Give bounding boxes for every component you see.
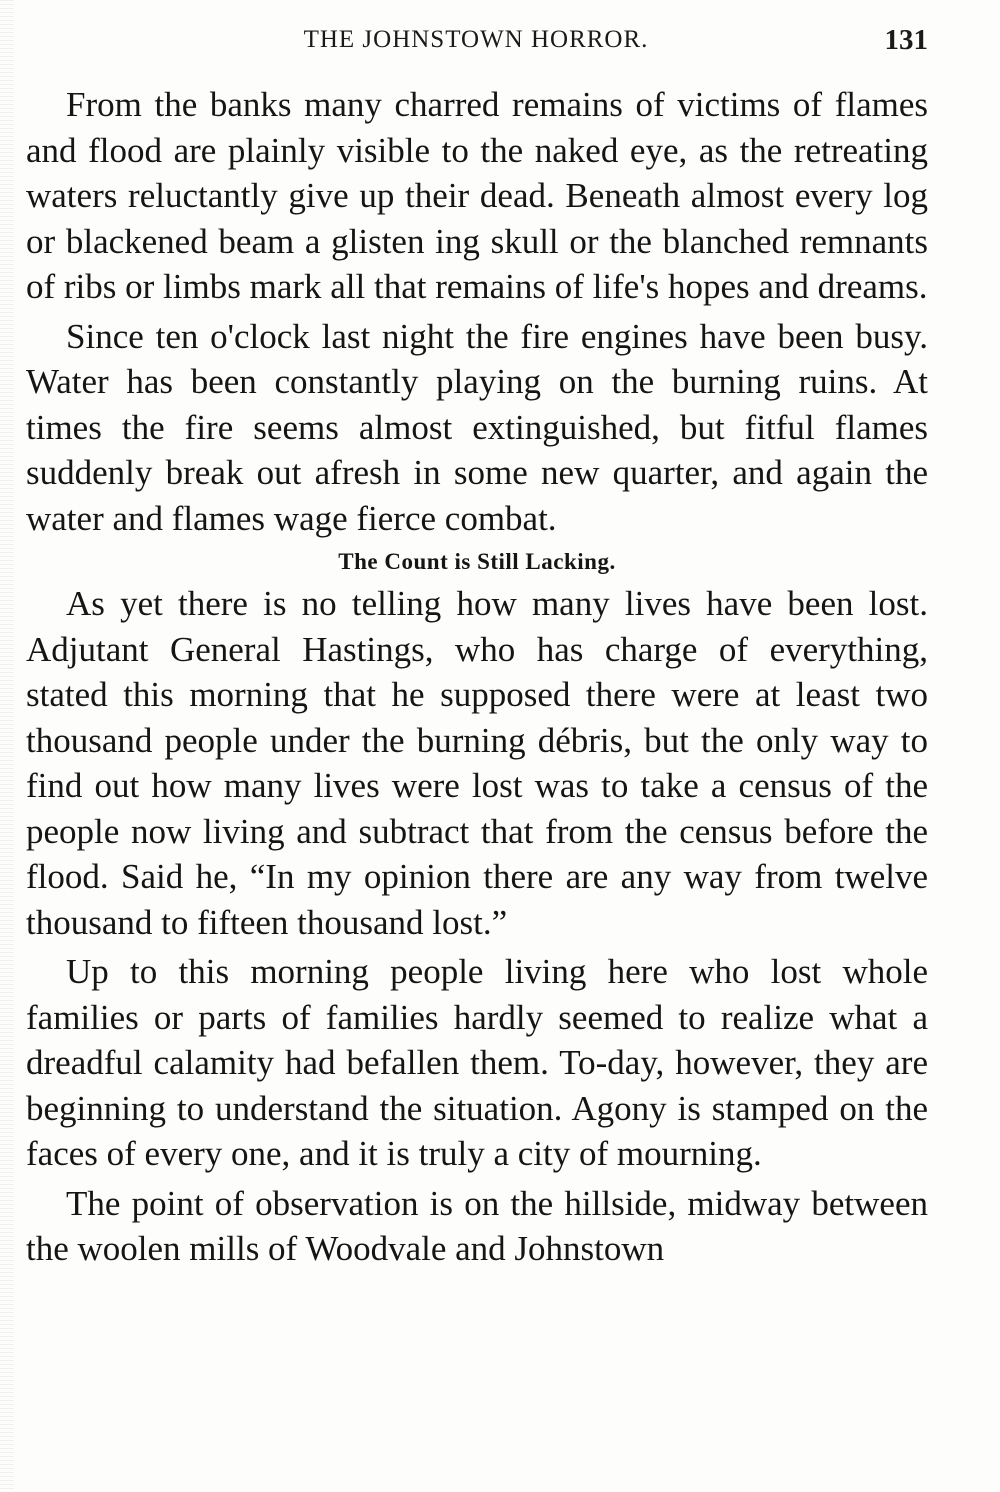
body-text xyxy=(26,82,928,1276)
paragraph-banks: From the banks many charred remains of victims of flames and flood are plainly visible to the naked eye, as the retreating waters reluctantly give up their dead. Beneath almost every log or blackened beam a glisten ing skull or the blanched remnants of ribs or limbs mark all that remains of life's hopes and dreams. xyxy=(26,85,928,306)
page-number: 131 xyxy=(884,24,928,56)
running-head: THE JOHNSTOWN HORROR. xyxy=(303,26,649,53)
page-header xyxy=(24,22,928,62)
paragraph-observation: The point of observation is on the hillside, midway between the woolen mills of Woodvale and Johnstown xyxy=(26,1183,928,1268)
page-edge-shadow xyxy=(0,0,14,1492)
paragraph-fire-engines: Since ten o'clock last night the fire engines have been busy. Water has been constantly playing on the burning ruins. At times the fire seems almost extinguished, but fitful flames suddenly break out afresh in some new quarter, and again the water and flames wage fierce combat. xyxy=(26,316,928,538)
paragraph-families: Up to this morning people living here who lost whole families or parts of families hardly seemed to realize what a dreadful calamity had befallen them. To-day, however, they are beginning to understand the situation. Agony is stamped on the faces of every one, and it is truly a city of mourning. xyxy=(26,952,928,1173)
paragraph-lives-lost: As yet there is no telling how many lives have been lost. Adjutant General Hastings, who has charge of everything, stated this morning that he supposed there were at least two thousand people under the burning débris, but the only way to find out how many lives were lost was to take a census of the people now living and subtract that from the census before the flood. Said he, “In my opinion there are any way from twelve thousand to fifteen thousand lost.” xyxy=(26,584,928,942)
section-subheading: The Count is Still Lacking. xyxy=(338,549,616,574)
